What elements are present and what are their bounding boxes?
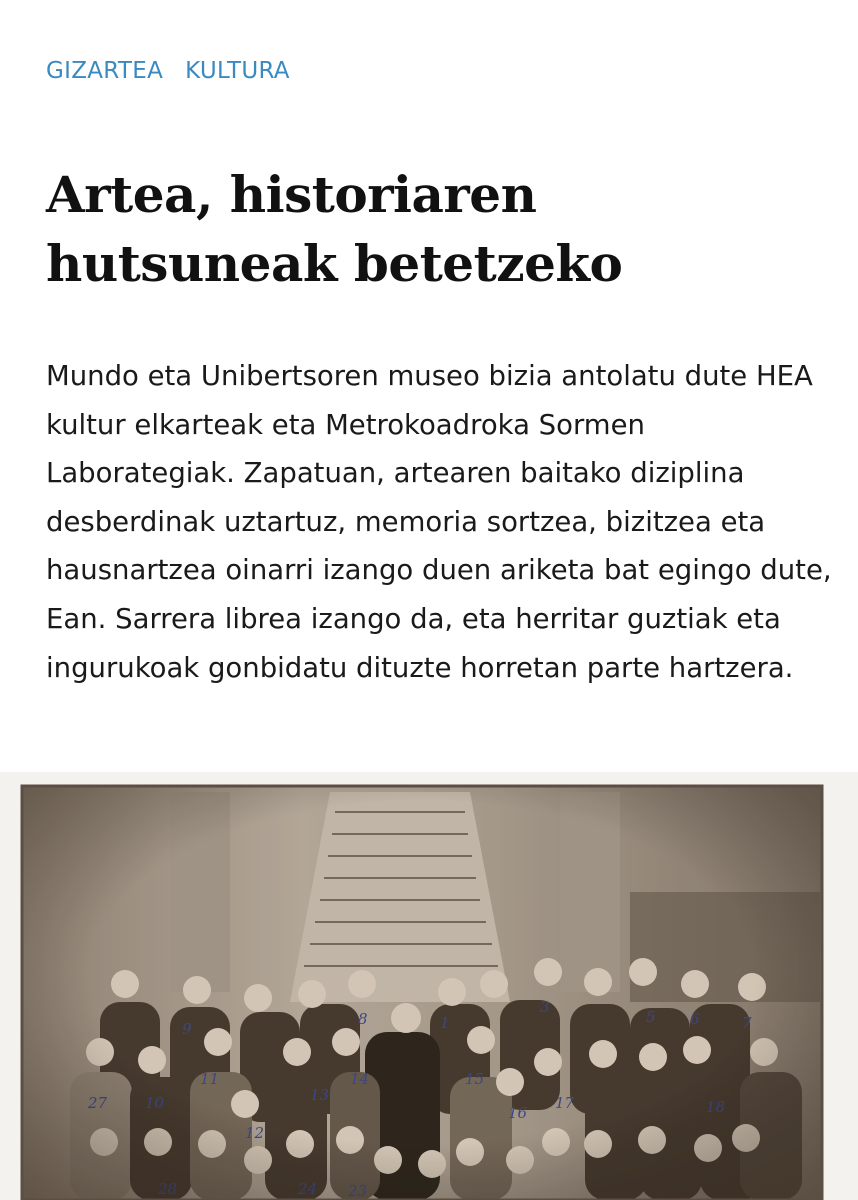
article-photo[interactable] <box>0 772 858 1200</box>
category-link-kultura[interactable]: KULTURA <box>185 58 290 84</box>
article-headline: Artea, historiaren hutsuneak betetzeko <box>46 165 623 293</box>
category-link-gizartea[interactable]: GIZARTEA <box>46 58 164 84</box>
article-lede: Mundo eta Unibertsoren museo bizia antolatu dute HEA kultur elkarteak eta Metrokoadroka Sormen Laborategiak. Zapatuan, artearen baitako diziplina desberdinak uztartuz, memoria sortzea, bizitzea eta hausnartzea oinarri izango duen ariketa bat egingo dute, Ean. Sarrera librea izango da, eta herritar guztiak eta ingurukoak gonbidatu dituzte horretan parte hartzera. <box>46 360 832 684</box>
category-tags <box>46 58 290 84</box>
historic-class-photo-image <box>0 772 858 1200</box>
